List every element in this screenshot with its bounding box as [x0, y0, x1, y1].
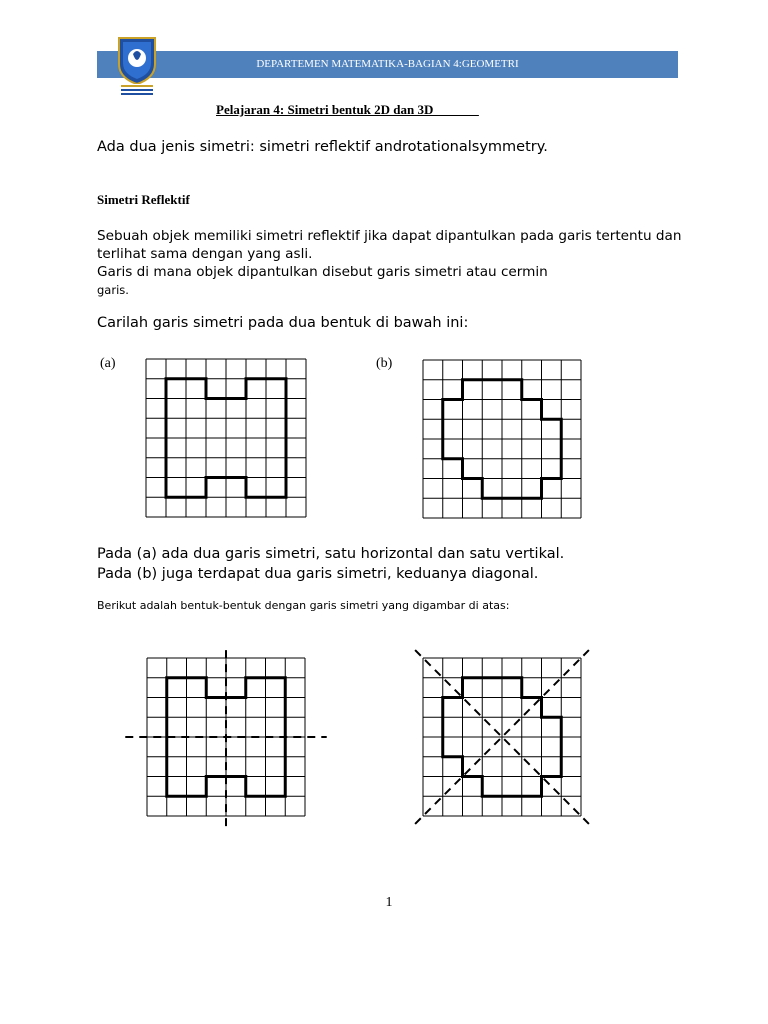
instruction-text: Carilah garis simetri pada dua bentuk di bawah ini:: [97, 315, 469, 331]
figure-label-a: (a): [100, 356, 116, 371]
header-title: DEPARTEMEN MATEMATIKA-BAGIAN 4:GEOMETRI: [256, 58, 519, 70]
figure-a-symmetry-grid: [147, 658, 305, 816]
definition-text-2: Garis di mana objek dipantulkan disebut garis simetri atau cermin: [97, 264, 548, 280]
definition-text-1: Sebuah objek memiliki simetri reflektif jika dapat dipantulkan pada garis tertentu dan terlihat sama dengan yang asli.: [97, 228, 682, 262]
lesson-title: Pelajaran 4: Simetri bentuk 2D dan 3D: [216, 102, 479, 117]
section-title: Simetri Reflektif: [97, 192, 190, 207]
figure-label-b: (b): [376, 356, 393, 371]
figure-b-symmetry-grid: [423, 658, 581, 816]
intro-text: Ada dua jenis simetri: simetri reflektif androtationalsymmetry.: [97, 139, 548, 155]
figure-b-grid: [423, 360, 581, 518]
answer-text-2: Pada (b) juga terdapat dua garis simetri, keduanya diagonal.: [97, 566, 539, 582]
note-text: Berikut adalah bentuk-bentuk dengan garis simetri yang digambar di atas:: [97, 599, 510, 612]
definition-text-3: garis.: [97, 283, 129, 297]
school-logo: [113, 34, 161, 98]
page-number: 1: [385, 895, 393, 910]
answer-text-1: Pada (a) ada dua garis simetri, satu horizontal dan satu vertikal.: [97, 546, 565, 562]
figure-a-grid: [146, 359, 306, 517]
